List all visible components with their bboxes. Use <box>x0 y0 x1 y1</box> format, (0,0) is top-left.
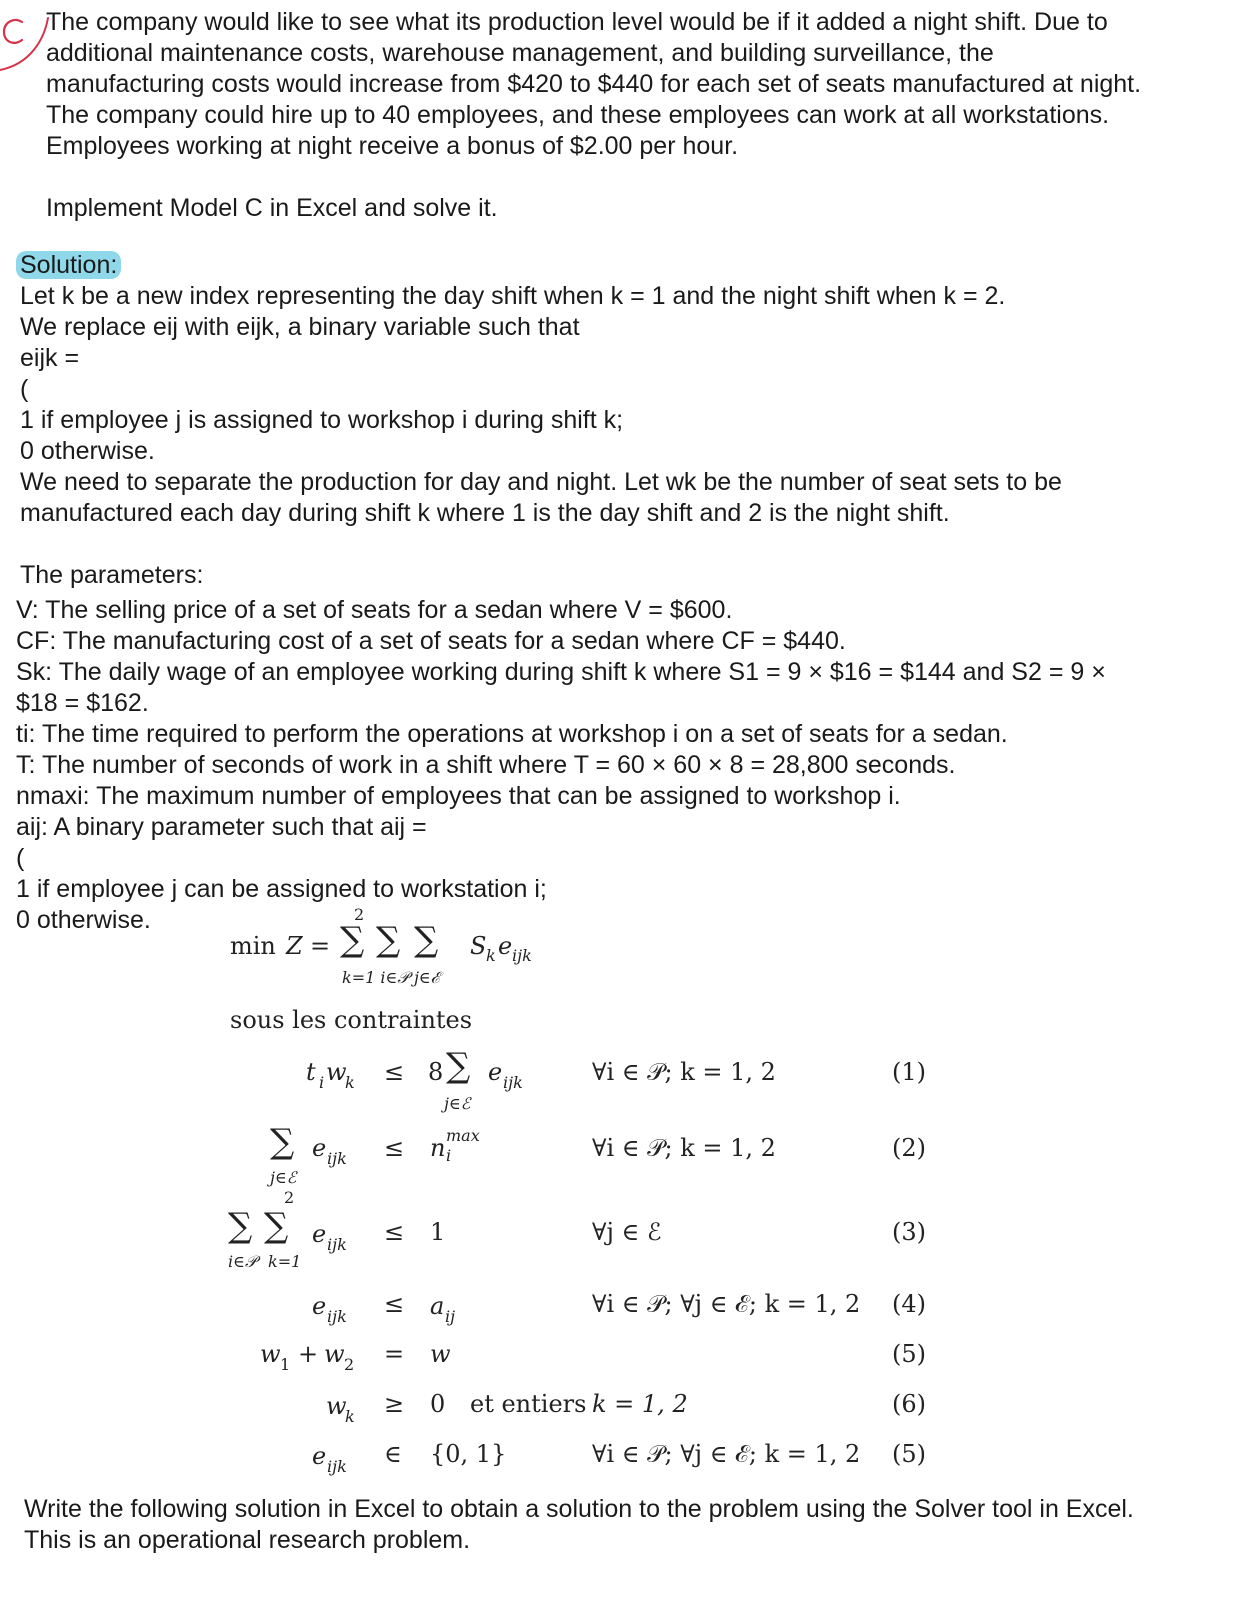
c7-e: e <box>312 1442 327 1470</box>
param-line-4: $18 = $162. <box>16 689 149 717</box>
c2-sum-limit: j∈ℰ <box>270 1168 297 1187</box>
c4-e-sub: ijk <box>327 1307 347 1326</box>
c3-upper-limit: 2 <box>284 1188 295 1207</box>
c1-w: w <box>326 1058 347 1086</box>
c7-domain: ∀i ∈ 𝒫; ∀j ∈ ℰ; k = 1, 2 <box>592 1440 861 1468</box>
c6-relation: ≥ <box>384 1390 405 1418</box>
c1-e-sub: ijk <box>503 1073 523 1092</box>
param-line-9: ( <box>16 844 25 872</box>
objective-z: Z <box>286 932 303 960</box>
problem-line-1: The company would like to see what its production level would be if it added a night shift. Due to <box>46 8 1108 36</box>
c4-relation: ≤ <box>384 1290 405 1318</box>
c7-relation: ∈ <box>384 1440 402 1468</box>
sum-icon: ∑ <box>264 1206 289 1246</box>
c2-domain: ∀i ∈ 𝒫; k = 1, 2 <box>592 1134 776 1162</box>
c7-label: (5) <box>892 1440 926 1468</box>
c1-t: t <box>306 1058 316 1086</box>
objective-s: S <box>470 932 487 960</box>
param-line-5: ti: The time required to perform the operations at workshop i on a set of seats for a sedan. <box>16 720 1008 748</box>
c1-w-sub: k <box>345 1073 355 1092</box>
sum-k-icon: ∑ <box>340 920 365 960</box>
c6-integer-text: et entiers <box>470 1390 587 1418</box>
c2-e: e <box>312 1134 327 1162</box>
problem-line-4: The company could hire up to 40 employees, and these employees can work at all workstations. <box>46 101 1110 129</box>
c3-e: e <box>312 1220 327 1248</box>
c1-relation: ≤ <box>384 1058 405 1086</box>
objective-e-sub: ijk <box>512 946 532 965</box>
c1-e: e <box>488 1058 503 1086</box>
c3-relation: ≤ <box>384 1218 405 1246</box>
c3-limit-k: k=1 <box>268 1252 302 1271</box>
c1-sum-limit: j∈ℰ <box>444 1094 471 1113</box>
c5-w1-sub: 1 <box>280 1355 291 1374</box>
objective-limits: k=1 i∈𝒫 j∈ℰ <box>342 968 440 987</box>
solution-line-1: Let k be a new index representing the day shift when k = 1 and the night shift when k = 2. <box>20 282 1006 310</box>
c4-a: a <box>430 1292 445 1320</box>
c6-w: w <box>326 1392 347 1420</box>
sum-j-icon: ∑ <box>414 920 439 960</box>
c2-e-sub: ijk <box>327 1149 347 1168</box>
c3-label: (3) <box>892 1218 926 1246</box>
c1-eight: 8 <box>428 1058 444 1086</box>
solution-line-5: 1 if employee j is assigned to workshop i during shift k; <box>20 406 624 434</box>
solution-line-4: ( <box>20 375 29 403</box>
param-line-1: V: The selling price of a set of seats for a sedan where V = $600. <box>16 596 733 624</box>
solution-line-3: eijk = <box>20 344 80 372</box>
c5-plus: + <box>298 1340 319 1368</box>
sum-i-icon: ∑ <box>376 920 401 960</box>
sum-icon: ∑ <box>446 1046 471 1086</box>
c4-a-sub: ij <box>445 1307 456 1326</box>
subject-to: sous les contraintes <box>230 1006 473 1034</box>
problem-line-5: Employees working at night receive a bonus of $2.00 per hour. <box>46 132 739 160</box>
objective-equals: = <box>310 932 331 960</box>
closing-line-2: This is an operational research problem. <box>24 1526 471 1554</box>
objective-min: min <box>230 932 276 960</box>
c2-relation: ≤ <box>384 1134 405 1162</box>
c6-rhs: 0 <box>430 1390 446 1418</box>
objective-upper-limit: 2 <box>354 905 365 924</box>
c4-domain: ∀i ∈ 𝒫; ∀j ∈ ℰ; k = 1, 2 <box>592 1290 861 1318</box>
c7-e-sub: ijk <box>327 1457 347 1476</box>
param-line-7: nmaxi: The maximum number of employees that can be assigned to workshop i. <box>16 782 901 810</box>
objective-e: e <box>498 932 513 960</box>
solution-heading <box>20 250 121 281</box>
sum-icon: ∑ <box>270 1122 295 1162</box>
c7-rhs: {0, 1} <box>430 1440 507 1468</box>
c1-domain: ∀i ∈ 𝒫; k = 1, 2 <box>592 1058 776 1086</box>
c5-w2-sub: 2 <box>344 1355 355 1374</box>
c5-rhs: w <box>430 1340 451 1368</box>
param-line-10: 1 if employee j can be assigned to workstation i; <box>16 875 547 903</box>
c2-n-sup: max <box>446 1126 480 1145</box>
problem-line-2: additional maintenance costs, warehouse management, and building surveillance, the <box>46 39 994 67</box>
c5-w1: w <box>260 1340 281 1368</box>
c4-label: (4) <box>892 1290 926 1318</box>
task-line: Implement Model C in Excel and solve it. <box>46 194 498 222</box>
c1-t-sub: i <box>319 1073 325 1092</box>
solution-line-6: 0 otherwise. <box>20 437 155 465</box>
c1-label: (1) <box>892 1058 926 1086</box>
sum-icon: ∑ <box>228 1206 253 1246</box>
closing-line-1: Write the following solution in Excel to obtain a solution to the problem using the Solver tool in Excel. <box>24 1495 1134 1523</box>
c2-n-sub: i <box>446 1146 452 1165</box>
c2-label: (2) <box>892 1134 926 1162</box>
solution-line-2: We replace eij with eijk, a binary variable such that <box>20 313 580 341</box>
c5-w2: w <box>324 1340 345 1368</box>
c3-e-sub: ijk <box>327 1235 347 1254</box>
param-line-3: Sk: The daily wage of an employee working during shift k where S1 = 9 × $16 = $144 and S2 = 9 × <box>16 658 1106 686</box>
solution-heading-text: Solution: <box>16 251 121 279</box>
objective-s-sub: k <box>486 946 496 965</box>
c5-label: (5) <box>892 1340 926 1368</box>
solution-line-7: We need to separate the production for day and night. Let wk be the number of seat sets to be <box>20 468 1062 496</box>
param-line-2: CF: The manufacturing cost of a set of seats for a sedan where CF = $440. <box>16 627 846 655</box>
c3-rhs: 1 <box>430 1218 446 1246</box>
param-line-8: aij: A binary parameter such that aij = <box>16 813 427 841</box>
param-line-11: 0 otherwise. <box>16 906 151 934</box>
solution-line-8: manufactured each day during shift k where 1 is the day shift and 2 is the night shift. <box>20 499 950 527</box>
c3-domain: ∀j ∈ ℰ <box>592 1218 662 1246</box>
c3-limit-i: i∈𝒫 <box>228 1252 257 1271</box>
param-line-6: T: The number of seconds of work in a shift where T = 60 × 60 × 8 = 28,800 seconds. <box>16 751 956 779</box>
c6-domain: k = 1, 2 <box>592 1390 688 1418</box>
c2-n: n <box>430 1134 446 1162</box>
c6-w-sub: k <box>345 1407 355 1426</box>
problem-line-3: manufacturing costs would increase from $420 to $440 for each set of seats manufactured at night. <box>46 70 1142 98</box>
c4-e: e <box>312 1292 327 1320</box>
c6-label: (6) <box>892 1390 926 1418</box>
c5-relation: = <box>384 1340 405 1368</box>
parameters-heading: The parameters: <box>20 561 204 589</box>
